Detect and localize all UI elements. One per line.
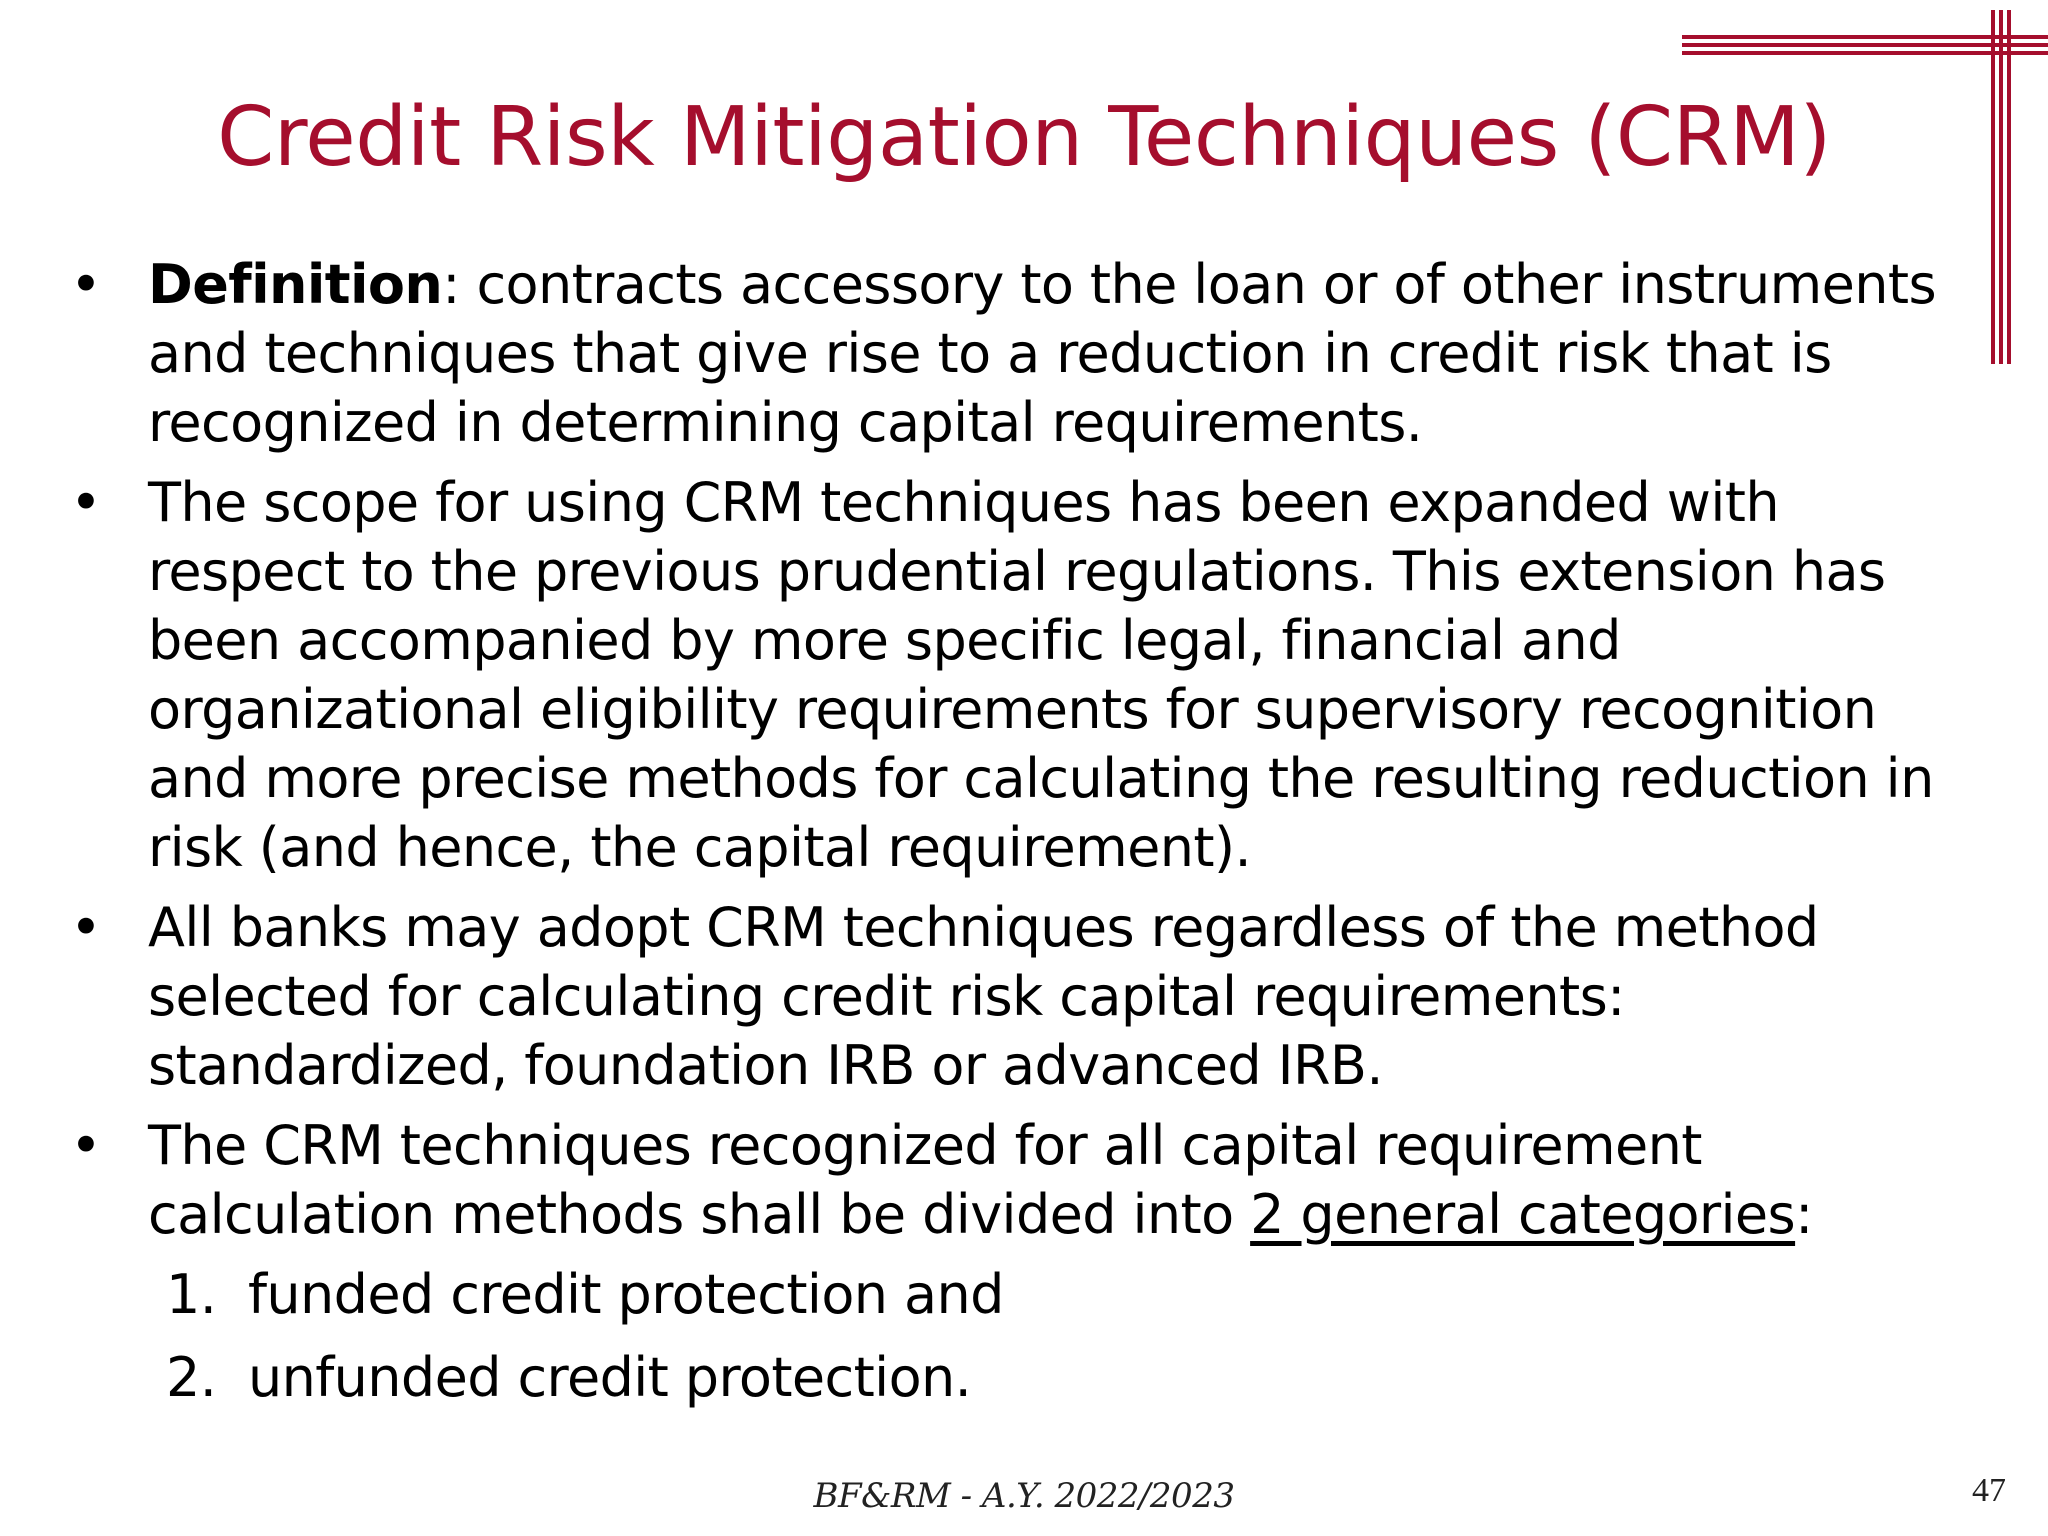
bullet-categories: [70, 1111, 1948, 1249]
bullet-dot: •: [70, 253, 102, 316]
bullet-scope: [70, 468, 1948, 882]
definition-label: Definition: [148, 253, 443, 316]
scope-text: The scope for using CRM techniques has been expanded with respect to the previous prudential regulations. This extension has been accompanied by more specific legal, financial and organizational eligibility requirements for supervisory recognition and more precise methods for calculating the resulting reduction in risk (and hence, the capital requirement).: [148, 471, 1934, 879]
list-item-text: funded credit protection and: [248, 1263, 1004, 1326]
categories-text-after: :: [1795, 1183, 1813, 1246]
page-number: 47: [1972, 1472, 2006, 1509]
categories-underlined: 2 general categories: [1250, 1183, 1796, 1246]
list-item: [148, 1260, 1948, 1329]
bullet-dot: •: [70, 471, 102, 534]
category-list: [148, 1260, 1948, 1412]
categories-text-before: The CRM techniques recognized for all capital requirement calculation methods shall be divided into: [148, 1114, 1702, 1246]
slide-title: Credit Risk Mitigation Techniques (CRM): [217, 90, 1831, 185]
bullet-all-banks: [70, 893, 1948, 1100]
slide-footer: BF&RM - A.Y. 2022/2023: [813, 1476, 1235, 1516]
list-item-text: unfunded credit protection.: [248, 1346, 972, 1409]
list-item-number: 1.: [166, 1263, 217, 1326]
list-item-number: 2.: [166, 1346, 217, 1409]
all-banks-text: All banks may adopt CRM techniques regardless of the method selected for calculating credit risk capital requirements: standardized, foundation IRB or advanced IRB.: [148, 896, 1819, 1097]
slide-body: [70, 250, 1948, 1426]
bullet-definition: [70, 250, 1948, 457]
bullet-dot: •: [70, 1114, 102, 1177]
definition-text: : contracts accessory to the loan or of other instruments and techniques that give rise to a reduction in credit risk that is recognized in determining capital requirements.: [148, 253, 1936, 454]
bullet-dot: •: [70, 896, 102, 959]
list-item: [148, 1343, 1948, 1412]
